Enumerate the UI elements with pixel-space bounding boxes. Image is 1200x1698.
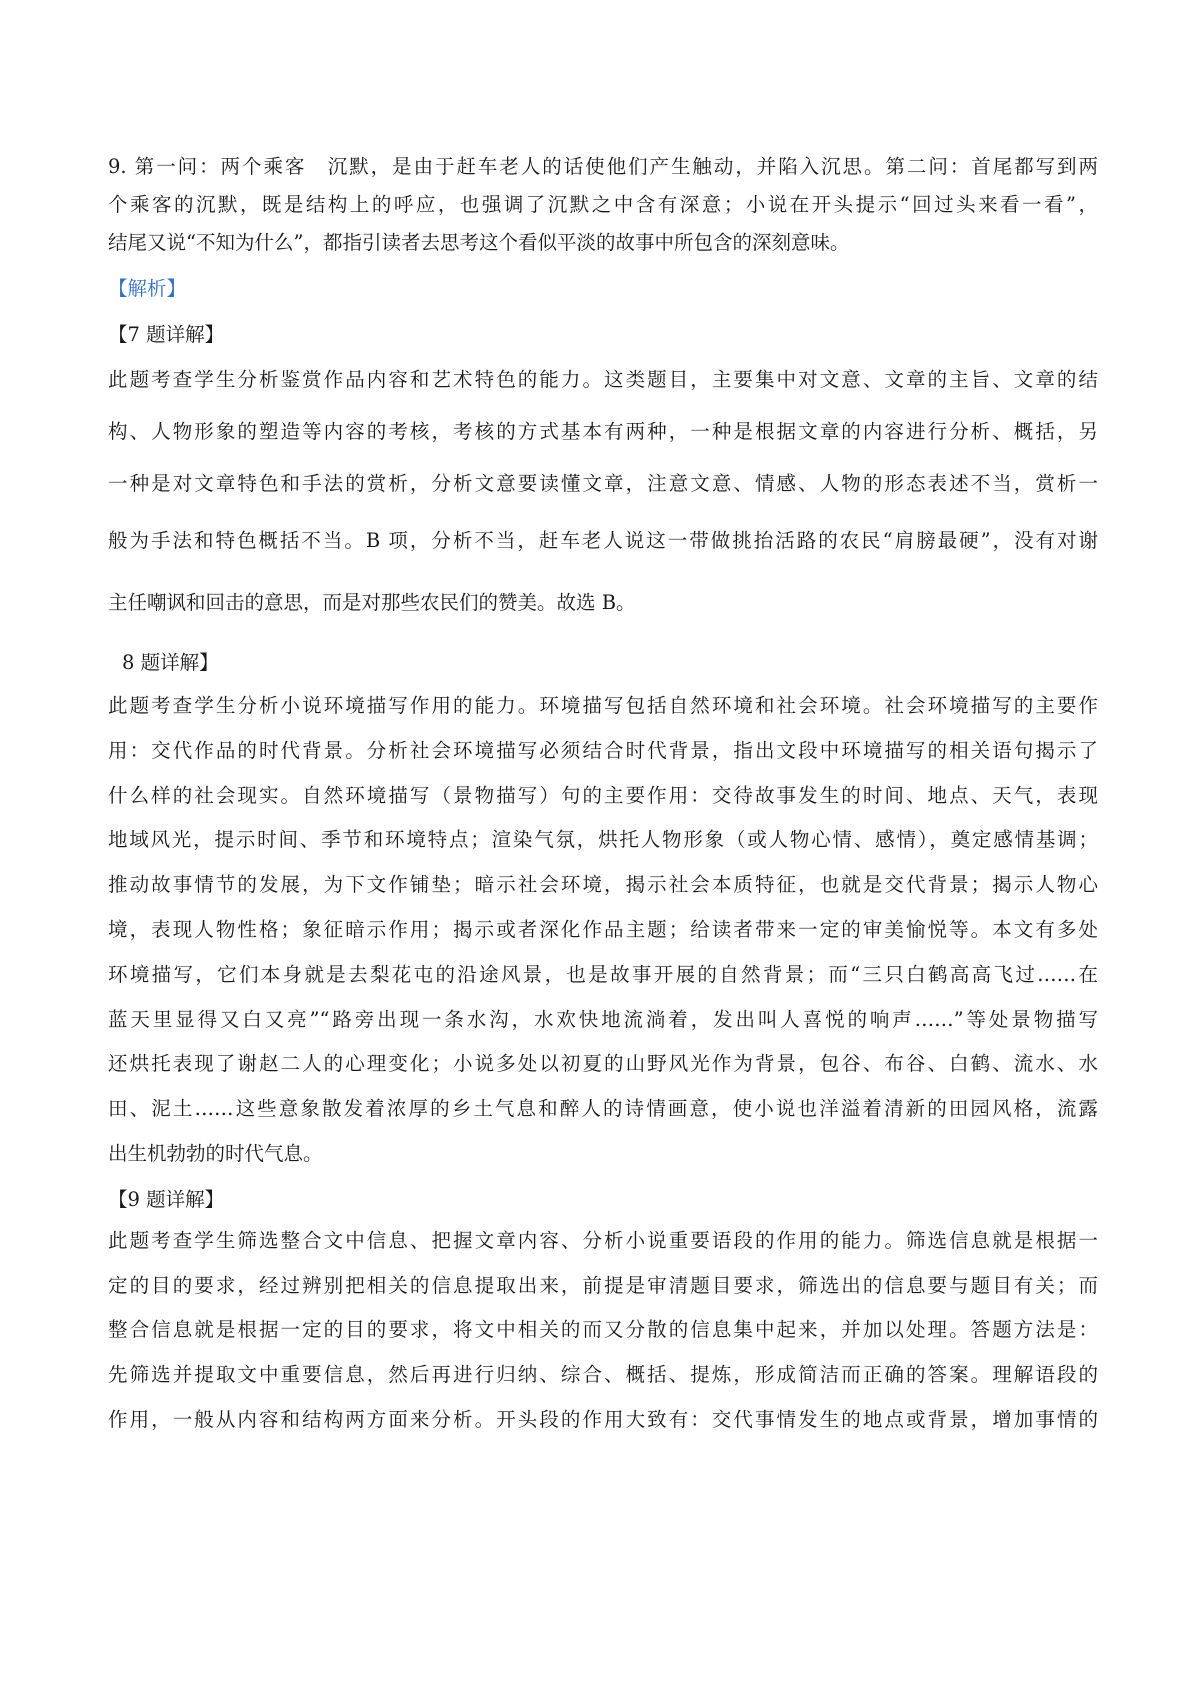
answer-9-paragraph — [108, 148, 1098, 262]
q8-line: 出生机勃勃的时代气息。 — [108, 1141, 323, 1165]
q9-line: 先筛选并提取文中重要信息，然后再进行归纳、综合、概括、提炼，形成简洁而正确的答案。理解语段的 — [108, 1363, 1098, 1387]
analysis-heading: 【解析】 — [108, 277, 187, 300]
q8-line: 蓝天里显得又白又亮”“路旁出现一条水沟，水欢快地流淌着，发出叫人喜悦的响声……”等处景物描写 — [108, 1007, 1098, 1031]
q8-line: 地域风光，提示时间、季节和环境特点；渲染气氛，烘托人物形象（或人物心情、感情），奠定感情基调； — [108, 828, 1098, 852]
q8-paragraph — [108, 684, 1098, 1177]
q9-line: 作用，一般从内容和结构两方面来分析。开头段的作用大致有：交代事情发生的地点或背景，增加事情的 — [108, 1407, 1098, 1431]
q8-line: 还烘托表现了谢赵二人的心理变化；小说多处以初夏的山野风光作为背景，包谷、布谷、白鹤、流水、水 — [108, 1052, 1098, 1076]
q7-line: 主任嘲讽和回击的意思，而是对那些农民们的赞美。故选 B。 — [108, 591, 636, 614]
q7-line: 一种是对文章特色和手法的赏析，分析文意要读懂文章，注意文意、情感、人物的形态表述不当，赏析一 — [108, 472, 1098, 495]
q8-heading: 8 题详解】 — [122, 651, 219, 674]
answer-9-line: 9. 第一问：两个乘客 沉默，是由于赶车老人的话使他们产生触动，并陷入沉思。第二问：首尾都写到两 — [108, 155, 1098, 178]
q8-line: 境，表现人物性格；象征暗示作用；揭示或者深化作品主题；给读者带来一定的审美愉悦等。本文有多处 — [108, 917, 1098, 941]
q9-paragraph — [108, 1219, 1098, 1443]
document-content — [108, 148, 1098, 1443]
q9-heading: 【9 题详解】 — [108, 1187, 225, 1211]
q7-paragraph — [108, 354, 1098, 634]
q7-line: 般为手法和特色概括不当。B 项，分析不当，赶车老人说这一带做挑抬活路的农民“肩膀最硬”，没有对谢 — [108, 529, 1098, 552]
q9-line: 定的目的要求，经过辨别把相关的信息提取出来，前提是审清题目要求，筛选出的信息要与题目有关；而 — [108, 1273, 1098, 1297]
q7-heading: 【7 题详解】 — [108, 323, 225, 346]
answer-9-line: 结尾又说“不知为什么”，都指引读者去思考这个看似平淡的故事中所包含的深刻意味。 — [108, 231, 850, 254]
q8-line: 用：交代作品的时代背景。分析社会环境描写必须结合时代背景，指出文段中环境描写的相关语句揭示了 — [108, 738, 1098, 762]
q8-line: 推动故事情节的发展，为下文作铺垫；暗示社会环境，揭示社会本质特征，也就是交代背景；揭示人物心 — [108, 873, 1098, 897]
q8-line: 什么样的社会现实。自然环境描写（景物描写）句的主要作用：交待故事发生的时间、地点、天气，表现 — [108, 783, 1098, 807]
q7-line: 此题考查学生分析鉴赏作品内容和艺术特色的能力。这类题目，主要集中对文意、文章的主旨、文章的结 — [108, 368, 1098, 391]
q7-line: 构、人物形象的塑造等内容的考核，考核的方式基本有两种，一种是根据文章的内容进行分析、概括，另 — [108, 420, 1098, 443]
q9-line: 此题考查学生筛选整合文中信息、把握文章内容、分析小说重要语段的作用的能力。筛选信息就是根据一 — [108, 1228, 1098, 1252]
q8-line: 田、泥土……这些意象散发着浓厚的乡土气息和醉人的诗情画意，使小说也洋溢着清新的田园风格，流露 — [108, 1097, 1098, 1121]
q8-line: 环境描写，它们本身就是去梨花屯的沿途风景，也是故事开展的自然背景；而“三只白鹤高高飞过……在 — [108, 962, 1098, 986]
answer-9-line: 个乘客的沉默，既是结构上的呼应，也强调了沉默之中含有深意；小说在开头提示“回过头来看一看”， — [108, 193, 1098, 216]
q8-line: 此题考查学生分析小说环境描写作用的能力。环境描写包括自然环境和社会环境。社会环境描写的主要作 — [108, 694, 1098, 717]
q9-line: 整合信息就是根据一定的目的要求，将文中相关的而又分散的信息集中起来，并加以处理。答题方法是： — [108, 1318, 1098, 1342]
